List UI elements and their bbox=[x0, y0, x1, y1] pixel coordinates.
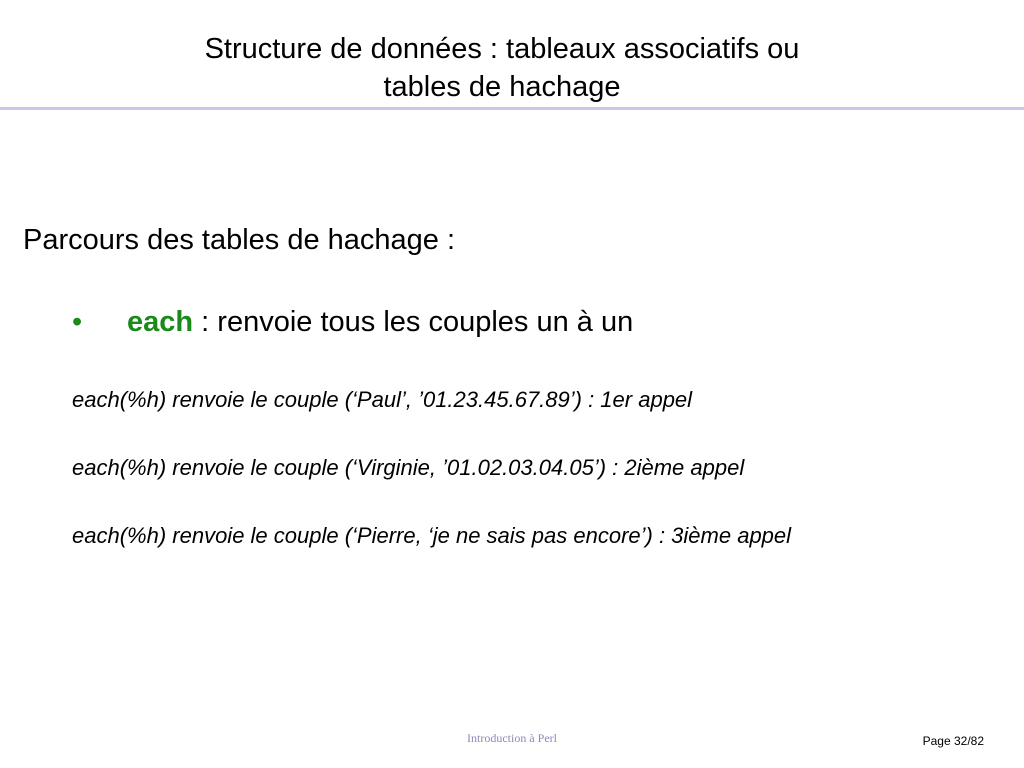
title-line-2: tables de hachage bbox=[383, 71, 621, 103]
bullet-text: : renvoie tous les couples un à un bbox=[193, 306, 634, 338]
example-line-1: each(%h) renvoie le couple (‘Paul’, ’01.23.45.67.89’) : 1er appel bbox=[72, 387, 693, 412]
bullet-item bbox=[72, 304, 633, 340]
page-number: Page 32/82 bbox=[922, 734, 984, 748]
slide-title bbox=[0, 30, 1004, 106]
example-line-3: each(%h) renvoie le couple (‘Pierre, ‘je ne sais pas encore’) : 3ième appel bbox=[72, 523, 792, 548]
example-line-2: each(%h) renvoie le couple (‘Virginie, ’01.02.03.04.05’) : 2ième appel bbox=[72, 455, 745, 480]
section-heading: Parcours des tables de hachage : bbox=[23, 224, 456, 256]
footer-title: Introduction à Perl bbox=[467, 731, 557, 745]
title-divider bbox=[0, 107, 1024, 110]
bullet-keyword: each bbox=[127, 306, 194, 338]
title-line-1: Structure de données : tableaux associatifs ou bbox=[204, 33, 800, 65]
bullet-marker: • bbox=[72, 306, 83, 338]
